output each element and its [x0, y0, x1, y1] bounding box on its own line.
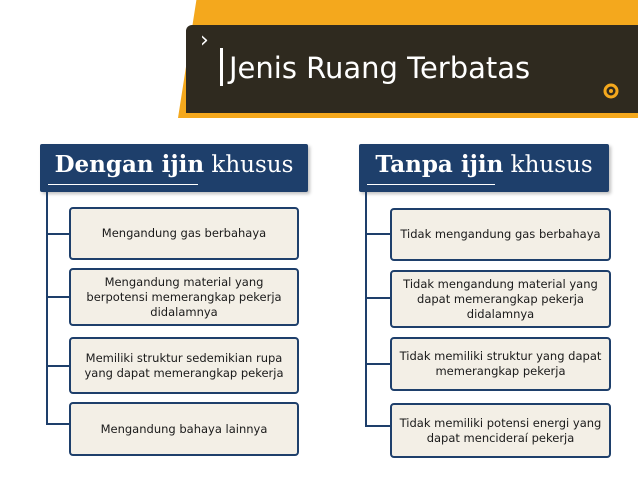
header-bold-text: Tanpa ijin [375, 151, 504, 178]
list-item: Tidak mengandung gas berbahaya [390, 208, 611, 261]
header-rest-text: khusus [503, 152, 593, 178]
tree-branch [46, 423, 70, 425]
tree-connector-line [46, 192, 48, 424]
logo-icon [603, 83, 619, 99]
list-item: Mengandung material yang berpotensi memerangkap pekerja didalamnya [69, 268, 299, 326]
page-title: Jenis Ruang Terbatas [229, 51, 531, 85]
header-rest-text: khusus [204, 152, 294, 178]
tree-branch [46, 365, 70, 367]
header-bold-text: Dengan ijin [54, 151, 205, 178]
chevron-right-icon: › [200, 28, 209, 53]
list-item: Mengandung bahaya lainnya [69, 402, 299, 456]
column-header-tanpa-ijin [359, 144, 609, 192]
tree-connector-line [365, 192, 367, 426]
header-underline [48, 184, 198, 185]
title-divider [220, 48, 223, 86]
list-item: Memiliki struktur sedemikian rupa yang dapat memerangkap pekerja [69, 337, 299, 394]
tree-branch [365, 233, 391, 235]
list-item: Tidak memiliki potensi energi yang dapat mencideraí pekerja [390, 403, 611, 458]
tree-branch [46, 233, 70, 235]
list-item: Tidak mengandung material yang dapat memerangkap pekerja didalamnya [390, 270, 611, 328]
column-header-dengan-ijin [40, 144, 308, 192]
tree-branch [46, 296, 70, 298]
tree-branch [365, 297, 391, 299]
list-item: Tidak memiliki struktur yang dapat memerangkap pekerja [390, 337, 611, 391]
tree-branch [365, 425, 391, 427]
header-underline [367, 184, 495, 185]
list-item: Mengandung gas berbahaya [69, 207, 299, 260]
tree-branch [365, 363, 391, 365]
